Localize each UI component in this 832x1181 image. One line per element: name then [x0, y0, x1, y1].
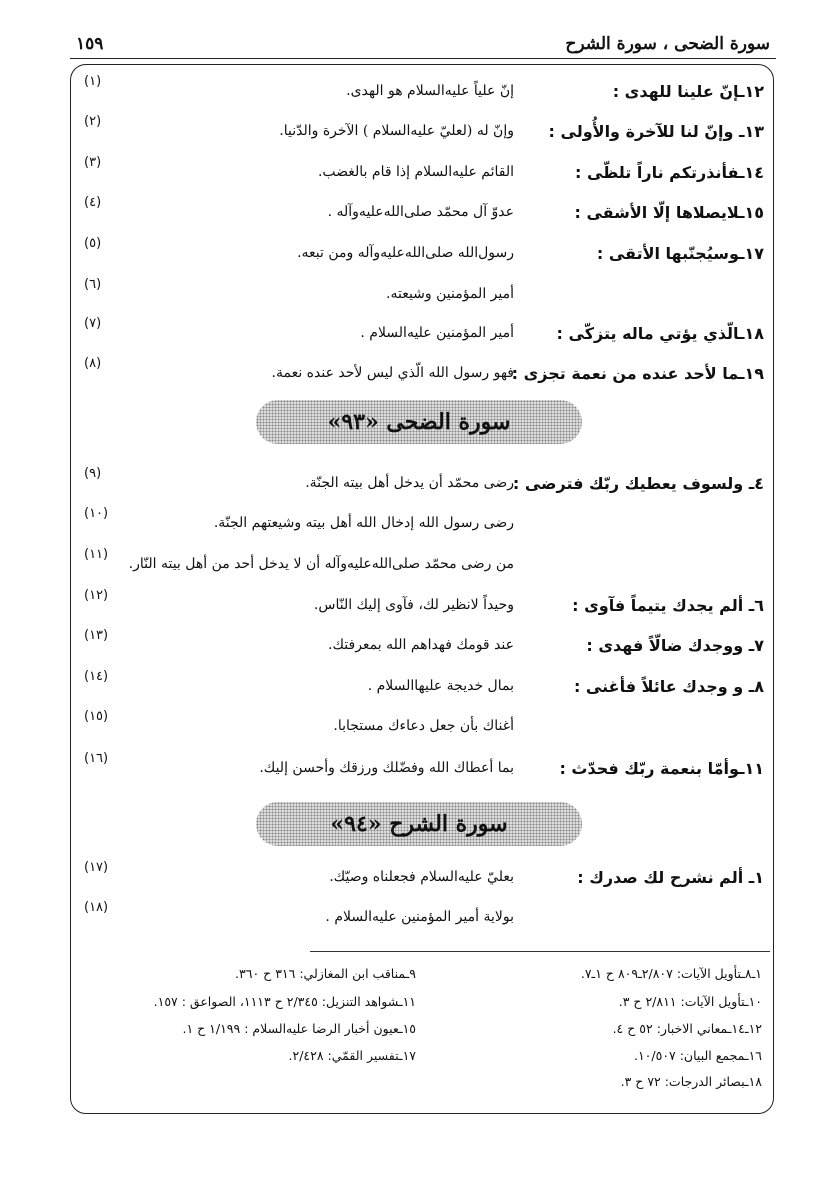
commentary-text: بولاية أمير المؤمنين عليه‌السلام . [325, 909, 514, 925]
commentary-text: رضى محمّد أن يدخل أهل بيته الجنّة. [305, 475, 514, 491]
entry-row [70, 466, 774, 502]
entry-row [70, 114, 774, 150]
note-number: (١٧) [84, 860, 109, 875]
commentary-text: القائم عليه‌السلام إذا قام بالغضب. [317, 164, 514, 180]
entry-row [70, 588, 774, 624]
commentary-text: بمال خديجة عليها‌السلام . [367, 678, 514, 694]
entry-row [70, 628, 774, 664]
entry-row [70, 860, 774, 896]
entry-row [70, 74, 774, 110]
commentary-text: أمير المؤمنين عليه‌السلام . [360, 325, 514, 341]
surah-heading-duha [256, 400, 582, 444]
commentary-text: عدوّ آل محمّد صلى‌الله‌عليه‌وآله . [327, 204, 514, 220]
note-number: (٦) [84, 277, 102, 292]
verse-text: ٧ـ ووجدك ضالّاً فهدى : [586, 636, 764, 655]
verse-text: ١٢ـإنّ علينا للهدى : [612, 82, 764, 101]
verse-text: ٨ـ و وجدك عائلاً فأغنى : [573, 677, 764, 696]
commentary-text: بما أعطاك الله وفضّلك ورزقك وأحسن إليك. [259, 760, 514, 776]
commentary-text: من رضى محمّد صلى‌الله‌عليه‌وآله أن لا يدخل أحد من أهل بيته النّار. [128, 556, 514, 572]
note-number: (١٤) [84, 669, 109, 684]
note-number: (٢) [84, 114, 102, 129]
note-number: (١١) [84, 547, 109, 562]
footnote: ٩ـمناقب ابن المغازلي: ٣١٦ ح ٣٦٠. [235, 966, 416, 981]
commentary-text: بعليّ عليه‌السلام فجعلناه وصيّك. [329, 869, 514, 885]
entry-row [70, 316, 774, 352]
note-number: (١٢) [84, 588, 109, 603]
entry-row [70, 506, 774, 542]
note-number: (٩) [84, 466, 102, 481]
footnote: ١٠ـتأويل الآيات: ٢/٨١١ ح ٣. [618, 994, 762, 1009]
commentary-text: رسول‌الله صلى‌الله‌عليه‌وآله ومن تبعه. [297, 245, 514, 261]
note-number: (١) [84, 74, 102, 89]
entry-row [70, 356, 774, 392]
entry-row [70, 195, 774, 231]
verse-text: ١٤ـفأنذرتكم ناراً تلظّى : [575, 163, 764, 182]
footnote: ١٨ـبصائر الدرجات: ٧٢ ح ٣. [620, 1074, 762, 1089]
page-number: ١٥٩ [76, 34, 104, 54]
verse-text: ١٨ـالّذي يؤتي ماله يتزكّى : [556, 324, 764, 343]
note-number: (١٣) [84, 628, 109, 643]
commentary-text: وإنّ له (لعليّ عليه‌السلام ) الآخرة والدّنيا. [279, 123, 514, 139]
surah-heading-text: سورة الشرح «٩٤» [330, 811, 508, 837]
verse-text: ١٣ـ وإنّ لنا للآخرة والأُولى : [548, 122, 764, 141]
entry-row [70, 155, 774, 191]
note-number: (١٥) [84, 709, 109, 724]
verse-text: ١١ـوأمّا بنعمة ربّك فحدّث : [559, 759, 764, 778]
footnote: ١٥ـعيون أخبار الرضا عليه‌السلام : ١/١٩٩ ح ١. [182, 1021, 416, 1036]
commentary-text: فهو رسول الله الّذي ليس لأحد عنده نعمة. [271, 365, 514, 381]
verse-text: ١٥ـلايصلاها إلّا الأشقى : [574, 203, 764, 222]
surah-heading-sharh [256, 802, 582, 846]
footnote: ١٢ـ١٤ـمعاني الاخبار: ٥٢ ح ٤. [612, 1021, 762, 1036]
verse-text: ٤ـ ولسوف يعطيك ربّك فترضى : [512, 474, 764, 493]
entry-row [70, 900, 774, 936]
verse-text: ١٩ـما لأحد عنده من نعمة تجزى : [511, 364, 764, 383]
footnote: ١٦ـمجمع البيان: ١٠/٥٠٧. [633, 1048, 762, 1063]
page-header [70, 34, 774, 60]
note-number: (٨) [84, 356, 102, 371]
footnote: ١ـ٨ـتأويل الآيات: ٢/٨٠٧ـ٨٠٩ ح ١ـ٧. [580, 966, 762, 981]
surah-heading-text: سورة الضحى «٩٣» [327, 409, 511, 435]
entry-row [70, 236, 774, 272]
note-number: (١٠) [84, 506, 109, 521]
verse-text: ١ـ ألم نشرح لك صدرك : [577, 868, 764, 887]
commentary-text: وحيداً لانظير لك، فآوى إليك النّاس. [313, 597, 514, 613]
verse-text: ٦ـ ألم يجدك يتيماً فآوى : [572, 596, 764, 615]
commentary-text: عند قومك فهداهم الله بمعرفتك. [328, 637, 514, 653]
commentary-text: أغناك بأن جعل دعاءك مستجابا. [333, 718, 514, 734]
commentary-text: أمير المؤمنين وشيعته. [386, 286, 514, 302]
footnote-rule [310, 951, 770, 952]
footnote: ١٧ـتفسير القمّي: ٢/٤٢٨. [288, 1048, 416, 1063]
verse-text: ١٧ـوسيُجنّبها الأتقى : [596, 244, 764, 263]
header-rule [70, 58, 776, 59]
note-number: (٥) [84, 236, 102, 251]
note-number: (١٨) [84, 900, 109, 915]
running-title: سورة الضحى ، سورة الشرح [565, 34, 770, 54]
note-number: (٣) [84, 155, 102, 170]
entry-row [70, 547, 774, 583]
commentary-text: إنّ علياً عليه‌السلام هو الهدى. [346, 83, 514, 99]
note-number: (١٦) [84, 751, 109, 766]
commentary-text: رضى رسول الله إدخال الله أهل بيته وشيعتهم الجنّة. [213, 515, 514, 531]
note-number: (٧) [84, 316, 102, 331]
entry-row [70, 751, 774, 787]
footnote: ١١ـشواهد التنزيل: ٢/٣٤٥ ح ١١١٣، الصواعق : ١٥٧. [153, 994, 416, 1009]
entry-row [70, 709, 774, 745]
note-number: (٤) [84, 195, 102, 210]
entry-row [70, 277, 774, 313]
entry-row [70, 669, 774, 705]
